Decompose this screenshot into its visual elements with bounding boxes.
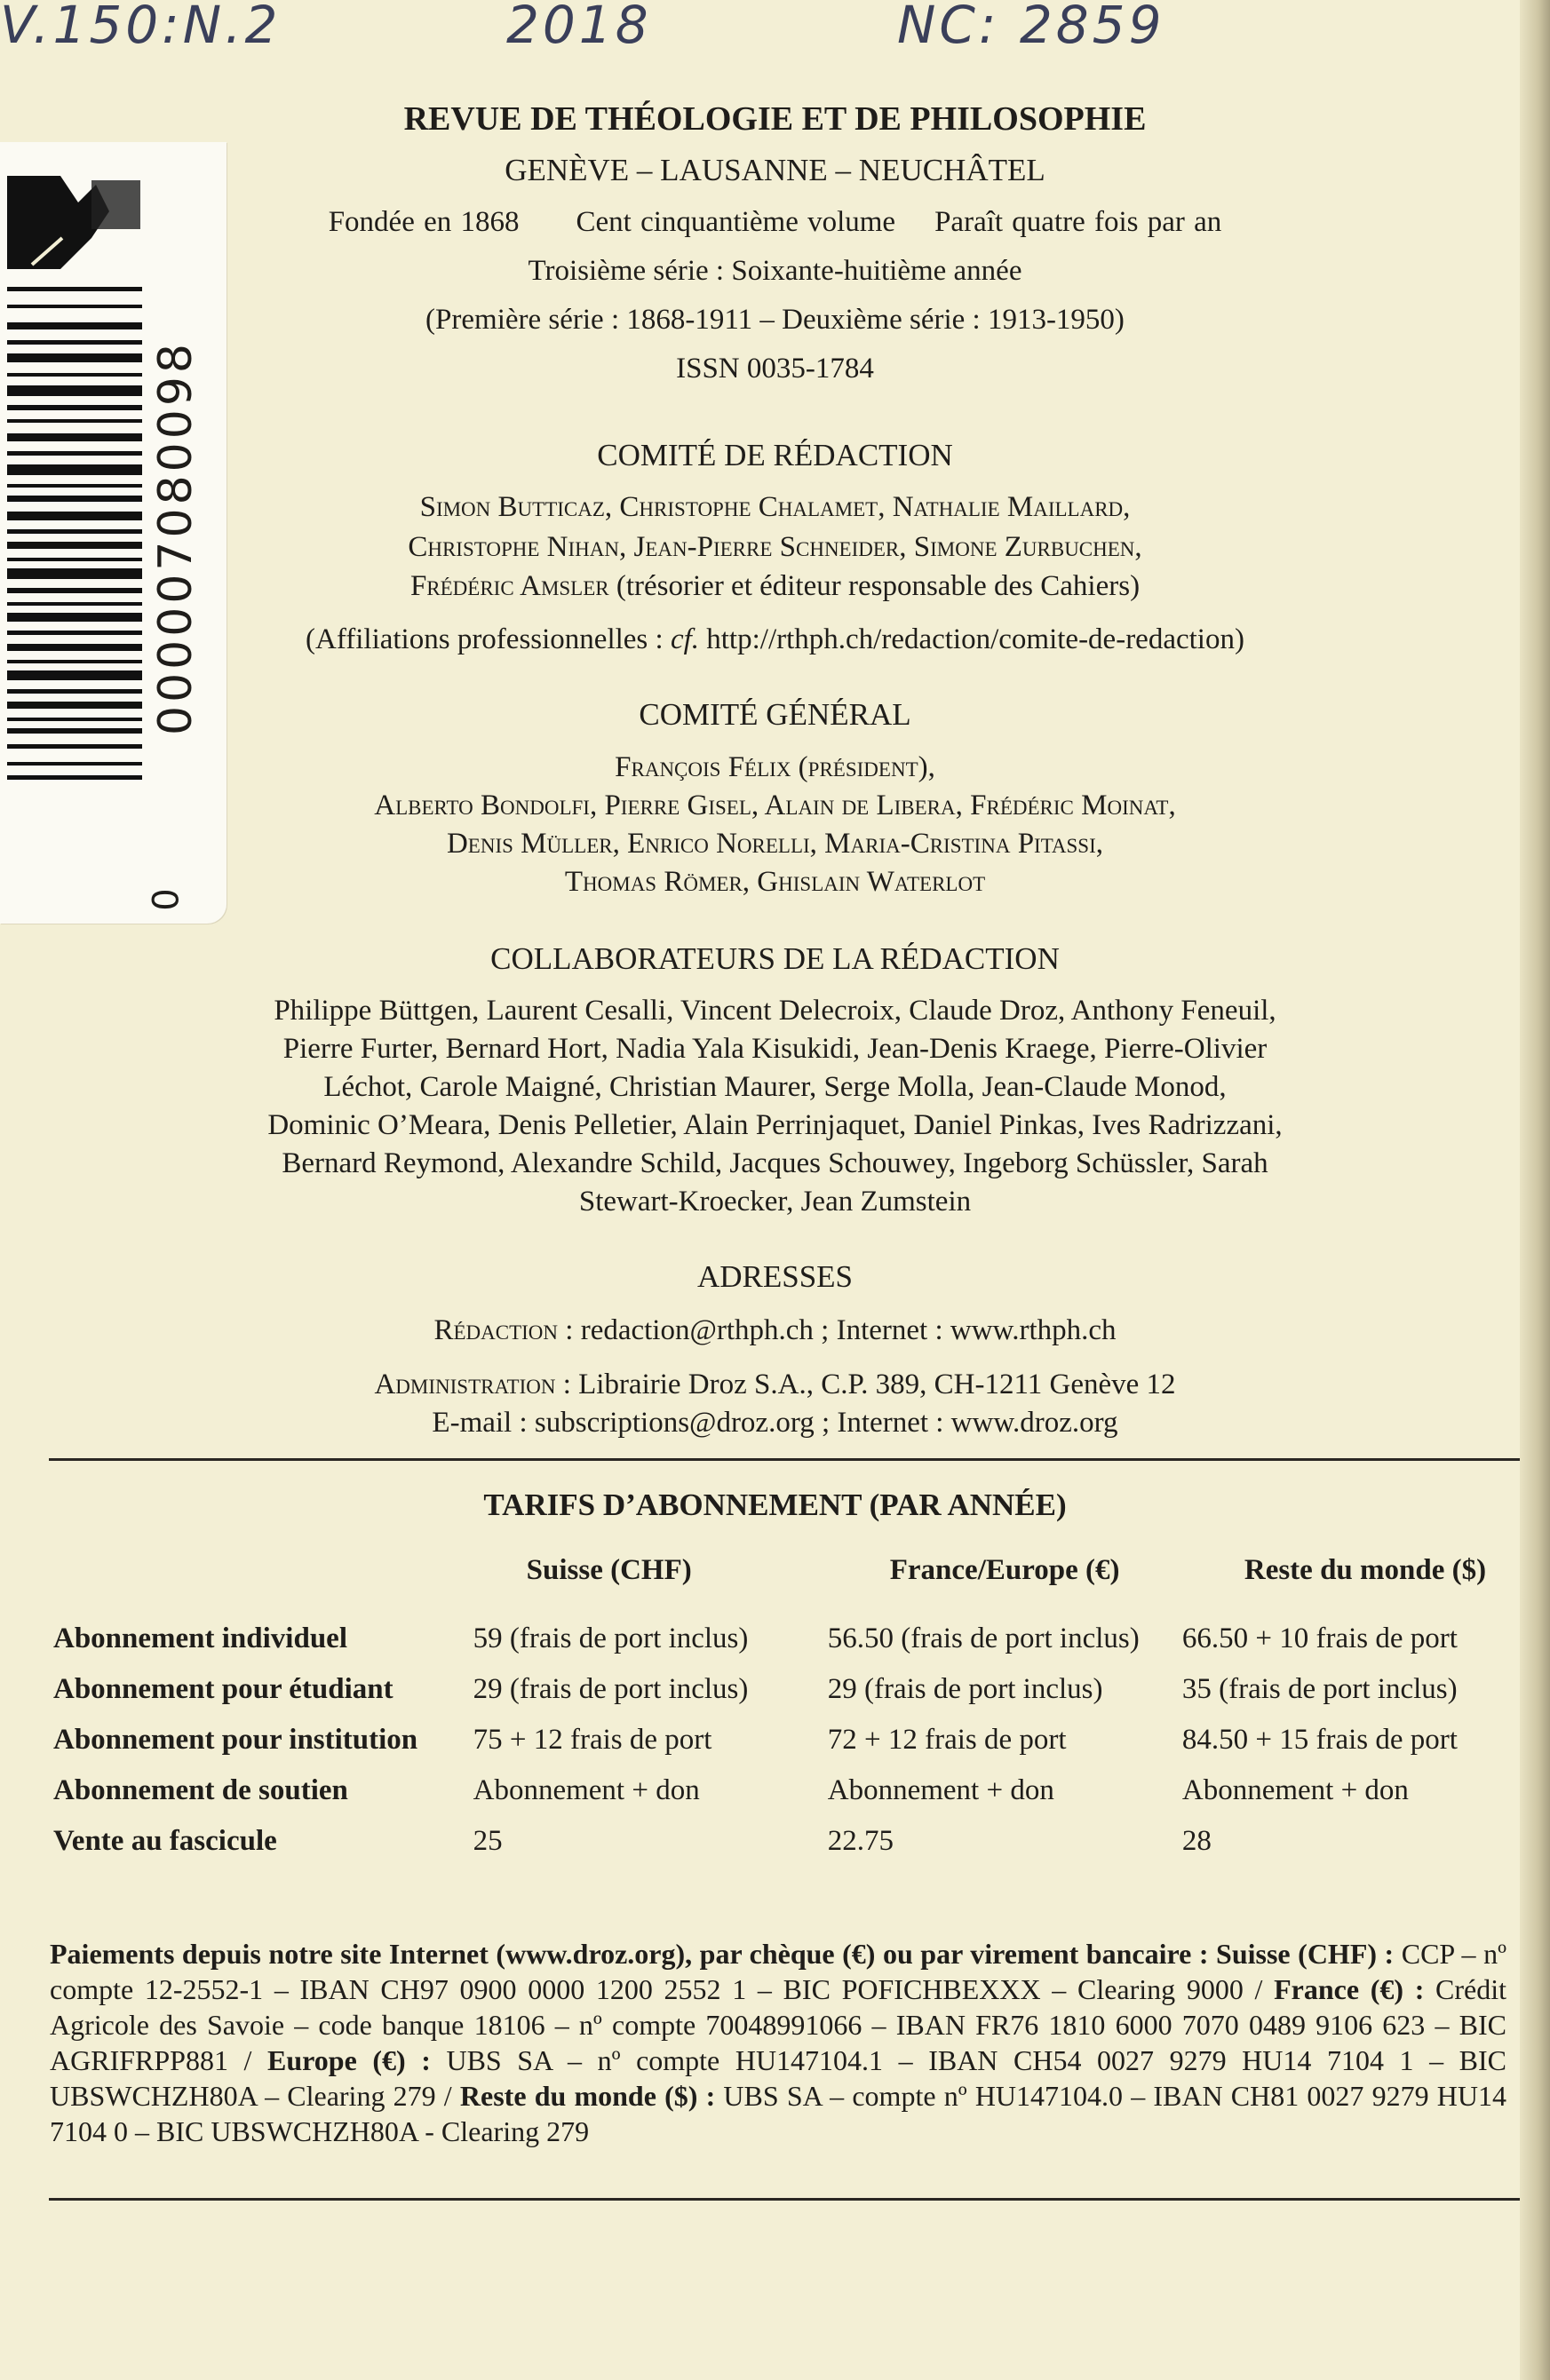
cell-monde: 35 (frais de port inclus) [1181,1673,1458,1705]
cell-monde: 66.50 + 10 frais de port [1181,1622,1458,1654]
handwritten-catalog-note: NC: 2859 [897,0,1165,55]
journal-title: REVUE DE THÉOLOGIE ET DE PHILOSOPHIE [403,100,1147,138]
affiliations-cf: cf. [670,623,700,655]
paiements-france-label: France (€) : [1274,1973,1425,2005]
table-row [53,1664,1537,1715]
cell-france: 29 (frais de port inclus) [827,1673,1103,1705]
founded-text: Fondée en 1868 [328,206,520,238]
divider-bottom [49,2198,1523,2201]
scan-edge-shadow [1520,0,1550,2380]
tarifs-heading: TARIFS D’ABONNEMENT (PAR ANNÉE) [483,1488,1067,1522]
column-header-suisse: Suisse (CHF) [526,1554,692,1586]
cell-suisse: 25 [473,1825,503,1857]
comite-redaction-line-1: Simon Butticaz, Christophe Chalamet, Nathalie Maillard, [419,491,1131,523]
tresorier-role: (trésorier et éditeur responsable des Cahiers) [608,570,1141,602]
row-label: Abonnement pour étudiant [53,1673,393,1705]
redaction-address [0,1314,1550,1347]
barcode-digits: 000007080098 [149,339,203,735]
series-history: (Première série : 1868-1911 – Deuxième série : 1913-1950) [425,304,1125,336]
adresses-heading: ADRESSES [696,1259,854,1294]
barcode-lead-digit: 0 [146,888,187,911]
cell-monde: 84.50 + 15 frais de port [1181,1724,1458,1756]
frequency-text: Paraît quatre fois par an [934,206,1222,238]
collaborateurs-line: Bernard Reymond, Alexandre Schild, Jacques Schouwey, Ingeborg Schüssler, Sarah [282,1147,1268,1179]
affiliations-url: http://rthph.ch/redaction/comite-de-redaction) [699,623,1244,655]
administration-address [0,1368,1550,1401]
paiements-europe: UBS SA – nº compte HU147104.1 – IBAN CH54 0027 9279 HU14 7104 1 – BIC UBSWCHZH80A – Clearing 279 / [50,2044,1507,2112]
row-label: Abonnement pour institution [53,1724,418,1756]
cell-france: 72 + 12 frais de port [827,1724,1067,1756]
tarifs-corner [53,1554,473,1614]
comite-general-line-3: Denis Müller, Enrico Norelli, Maria-Cristina Pitassi, [446,828,1104,860]
paiements-suisse: CCP – nº compte 12-2552-1 – IBAN CH97 0900 0000 1200 2552 1 – BIC POFICHBEXXX – Clearing 9000 / [50,1938,1507,2005]
row-label: Abonnement de soutien [53,1774,348,1806]
cell-france: Abonnement + don [827,1774,1054,1806]
comite-general-heading: COMITÉ GÉNÉRAL [639,697,911,732]
paiements-europe-label: Europe (€) : [267,2044,431,2076]
paiements-intro: Paiements depuis notre site Internet (www.droz.org), par chèque (€) ou par virement bancaire : Suisse (CHF) : [50,1938,1395,1970]
redaction-contact: : redaction@rthph.ch ; Internet : www.rthph.ch [558,1314,1117,1346]
paiements-block [50,1936,1506,2149]
paiements-monde: UBS SA – compte nº HU147104.0 – IBAN CH81 0027 9279 HU14 7104 0 – BIC UBSWCHZH80A - Clearing 279 [50,2080,1507,2147]
journal-founding-line [0,206,1550,239]
table-row [53,1816,1537,1867]
handwritten-volume-note: V.150:N.2 [0,0,282,55]
table-row [53,1614,1537,1664]
cell-suisse: 59 (frais de port inclus) [473,1622,749,1654]
collaborateurs-heading: COLLABORATEURS DE LA RÉDACTION [490,941,1060,976]
comite-redaction-line-2: Christophe Nihan, Jean-Pierre Schneider, Simone Zurbuchen, [408,531,1142,563]
comite-general-line-4: Thomas Römer, Ghislain Waterlot [564,866,986,898]
cell-france: 56.50 (frais de port inclus) [827,1622,1140,1654]
cell-suisse: 75 + 12 frais de port [473,1724,712,1756]
tarifs-header-row [53,1554,1537,1614]
row-label: Vente au fascicule [53,1825,277,1857]
table-row [53,1765,1537,1816]
cell-france: 22.75 [827,1825,894,1857]
comite-general-line-1: François Félix (président), [615,751,935,783]
administration-email: E-mail : subscriptions@droz.org ; Internet : www.droz.org [432,1407,1118,1439]
cell-monde: 28 [1181,1825,1212,1857]
affiliations-line [0,623,1550,656]
cell-suisse: Abonnement + don [473,1774,700,1806]
tarifs-table [53,1554,1537,1867]
administration-label: Administration [374,1368,556,1400]
comite-redaction-line-3 [0,570,1550,603]
comite-redaction-heading: COMITÉ DE RÉDACTION [597,438,953,472]
tresorier-name: Frédéric Amsler [409,570,609,602]
collaborateurs-line: Dominic O’Meara, Denis Pelletier, Alain Perrinjaquet, Daniel Pinkas, Ives Radrizzani, [267,1109,1283,1141]
table-row [53,1715,1537,1765]
paiements-france: Crédit Agricole des Savoie – code banque 18106 – nº compte 70048991066 – IBAN FR76 1810 6000 7070 0489 9106 623 – BIC AGRIFRPP881 / [50,1973,1507,2076]
redaction-label: Rédaction [433,1314,559,1346]
series-line: Troisième série : Soixante-huitième année [528,255,1022,287]
collaborateurs-line: Pierre Furter, Bernard Hort, Nadia Yala Kisukidi, Jean-Denis Kraege, Pierre-Olivier [282,1033,1268,1065]
column-header-monde: Reste du monde ($) [1244,1554,1487,1586]
journal-cities: GENÈVE – LAUSANNE – NEUCHÂTEL [505,153,1045,187]
cell-monde: Abonnement + don [1181,1774,1409,1806]
divider-top [49,1458,1550,1461]
comite-general-line-2: Alberto Bondolfi, Pierre Gisel, Alain de Libera, Frédéric Moinat, [374,789,1176,821]
administration-contact: : Librairie Droz S.A., C.P. 389, CH-1211 Genève 12 [555,1368,1176,1400]
volume-text: Cent cinquantième volume [576,206,896,238]
collaborateurs-line: Philippe Büttgen, Laurent Cesalli, Vincent Delecroix, Claude Droz, Anthony Feneuil, [274,995,1276,1027]
affiliations-prefix: (Affiliations professionnelles : [306,623,671,655]
issn: ISSN 0035-1784 [676,353,874,385]
collaborateurs-line: Stewart-Kroecker, Jean Zumstein [578,1186,972,1218]
row-label: Abonnement individuel [53,1622,347,1654]
cell-suisse: 29 (frais de port inclus) [473,1673,749,1705]
handwritten-year-note: 2018 [506,0,652,55]
column-header-france: France/Europe (€) [889,1554,1120,1586]
paiements-monde-label: Reste du monde ($) : [459,2080,716,2112]
collaborateurs-line: Léchot, Carole Maigné, Christian Maurer, Serge Molla, Jean-Claude Monod, [323,1071,1227,1103]
